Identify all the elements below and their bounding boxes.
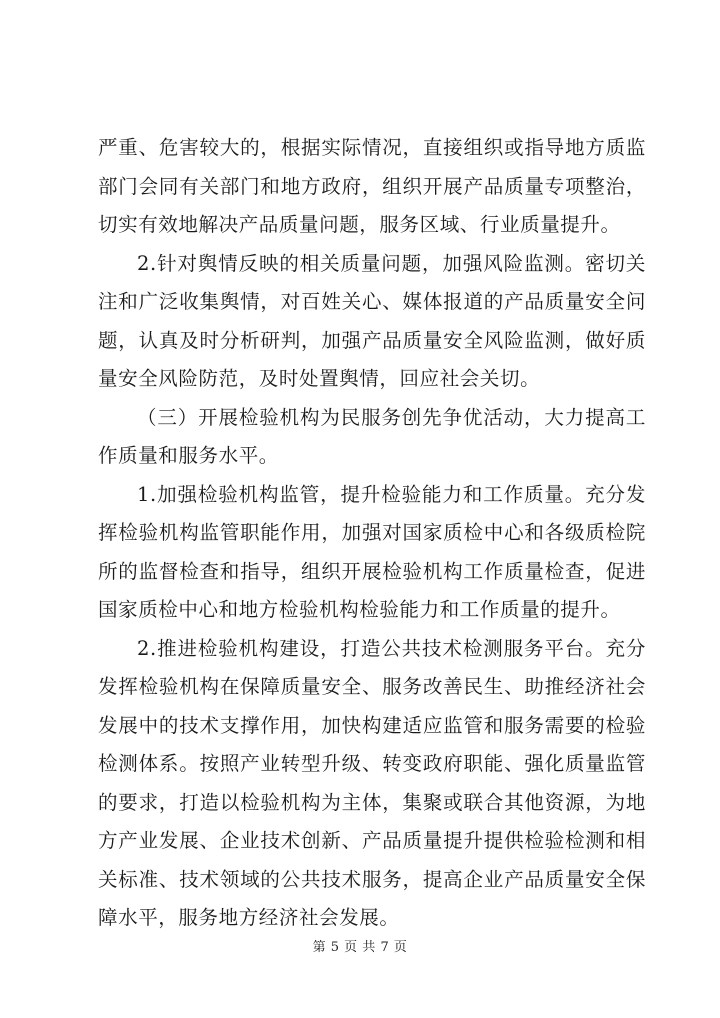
paragraph-public-opinion: 2.针对舆情反映的相关质量问题，加强风险监测。密切关注和广泛收集舆情，对百姓关心、媒体报道的产品质量安全问题，认真及时分析研判，加强产品质量安全风险监测，做好质量安全风险防范，及时处置舆情，回应社会关切。: [98, 251, 646, 390]
paragraph-continuation: 严重、危害较大的，根据实际情况，直接组织或指导地方质监部门会同有关部门和地方政府，组织开展产品质量专项整治，切实有效地解决产品质量问题，服务区域、行业质量提升。: [98, 136, 646, 236]
document-body: [98, 129, 646, 938]
page-number-footer: 第 5 页 共 7 页: [312, 940, 408, 955]
paragraph-inspection-construction: 2.推进检验机构建设，打造公共技术检测服务平台。充分发挥检验机构在保障质量安全、服务改善民生、助推经济社会发展中的技术支撑作用，加快构建适应监管和服务需要的检验检测体系。按照产业转型升级、转变政府职能、强化质量监管的要求，打造以检验机构为主体，集聚或联合其他资源，为地方产业发展、企业技术创新、产品质量提升提供检验检测和相关标准、技术领域的公共技术服务，提高企业产品质量安全保障水平，服务地方经济社会发展。: [98, 636, 646, 929]
paragraph-inspection-supervision: 1.加强检验机构监管，提升检验能力和工作质量。充分发挥检验机构监管职能作用，加强对国家质检中心和各级质检院所的监督检查和指导，组织开展检验机构工作质量检查，促进国家质检中心和地方检验机构检验能力和工作质量的提升。: [98, 482, 646, 621]
section-heading-three: （三）开展检验机构为民服务创先争优活动，大力提高工作质量和服务水平。: [98, 405, 646, 467]
